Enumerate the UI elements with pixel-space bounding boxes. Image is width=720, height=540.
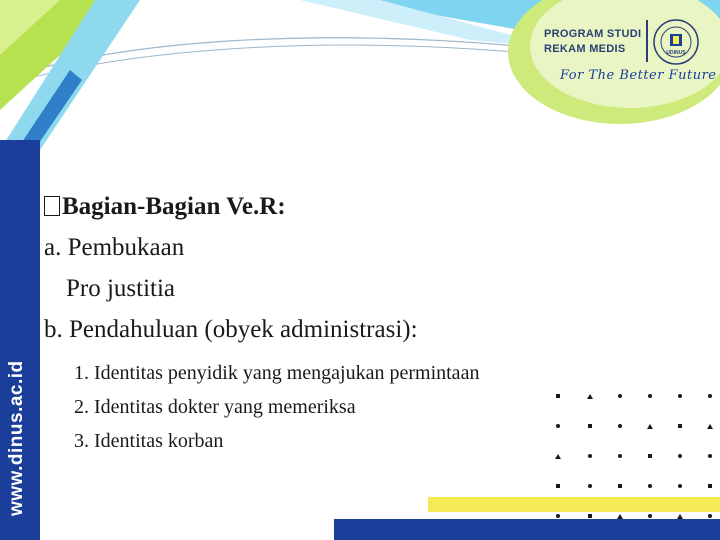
university-seal-icon [652,18,700,66]
website-text: www.dinus.ac.id [6,360,27,516]
subitem: 1. Identitas penyidik yang mengajukan permintaan [74,362,480,384]
item-a-detail: Pro justitia [66,275,176,302]
tagline: For The Better Future [560,68,717,83]
logo-line1: PROGRAM STUDI [544,28,642,40]
subitem: 3. Identitas korban [74,430,224,452]
logo-divider [646,20,648,62]
content-heading [44,186,644,227]
program-logo [540,14,717,92]
logo-line2: REKAM MEDIS [544,43,626,55]
bullet-icon [44,196,60,216]
subitem: 2. Identitas dokter yang memeriksa [74,396,356,418]
svg-text:UDINUS: UDINUS [666,50,686,56]
navy-accent-bar [334,519,720,540]
sidebar [0,140,40,540]
heading-text: Bagian-Bagian Ve.R: [62,193,286,220]
item-b-label: b. Pendahuluan (obyek administrasi): [44,316,418,343]
yellow-accent-bar [428,497,720,512]
item-a-label: a. Pembukaan [44,234,185,261]
